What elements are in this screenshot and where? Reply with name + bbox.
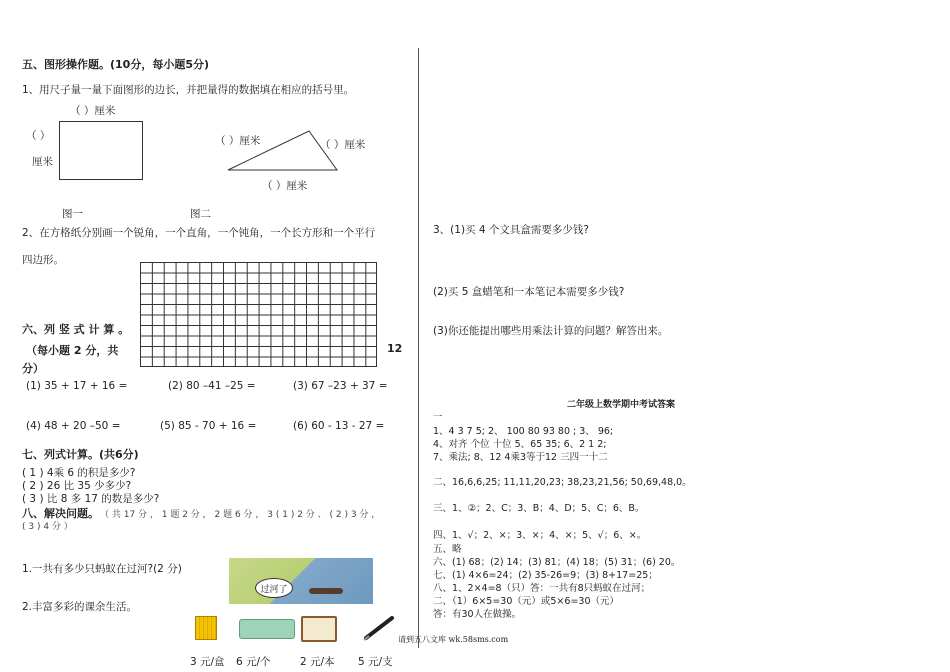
rect-left-unit: 厘米: [32, 156, 53, 168]
calc-1: (1) 35 + 17 + 16 =: [26, 380, 128, 392]
answer-line-9: 六、(1) 68；(2) 14；(3) 81；(4) 18；(5) 31；(6) 20。: [433, 557, 681, 568]
answer-line-1: 一: [433, 412, 443, 423]
answer-line-3: 4、对齐 个位 十位 5、65 35; 6、2 1 2;: [433, 439, 607, 450]
ant-speech-bubble: 过河了: [255, 578, 293, 598]
triangle-bottom-label: （ ）厘米: [262, 180, 308, 192]
section7-title: 七、列式计算。(共6分): [22, 448, 139, 461]
footer-watermark: 请到五八文库 wk.58sms.com: [398, 635, 509, 644]
question-5-2-line1: 2、在方格纸分别画一个锐角，一个直角，一个钝角，一个长方形和一个平行: [22, 227, 376, 239]
section7-item-3: ( 3 ) 比 8 多 17 的数是多少?: [22, 493, 160, 505]
section6-unit: 分）: [22, 362, 44, 375]
answer-line-5: 二、16,6,6,25; 11,11,20,23; 38,23,21,56; 50,69,48,0。: [433, 477, 692, 488]
answer-line-11: 八、1、2×4=8（只）答：一共有8只蚂蚁在过河；: [433, 583, 651, 594]
price-pen: 5 元/支: [358, 656, 393, 668]
section6-points: 12: [387, 342, 403, 355]
ant-crossing-picture: [229, 558, 373, 604]
answer-line-2: 1、4 3 7 5; 2、 100 80 93 80 ; 3、 96;: [433, 426, 614, 437]
triangle-left-label: （ ）厘米: [215, 135, 261, 147]
figure-2-caption: 图二: [190, 208, 211, 220]
calc-3: (3) 67 –23 + 37 =: [293, 380, 388, 392]
rectangle-figure: [59, 121, 143, 180]
figure-1-caption: 图一: [62, 208, 83, 220]
calc-6: (6) 60 - 13 - 27 =: [293, 420, 385, 432]
fountain-pen-icon: [362, 614, 396, 642]
calc-2: (2) 80 –41 –25 =: [168, 380, 256, 392]
question-3-2: (2)买 5 盒蜡笔和一本笔记本需要多少钱?: [433, 286, 625, 298]
question-5-1: 1、用尺子量一量下面图形的边长，并把量得的数据填在相应的括号里。: [22, 84, 355, 96]
answer-line-10: 七、(1) 4×6=24；(2) 35-26=9；(3) 8+17=25；: [433, 570, 658, 581]
triangle-right-label: （ ）厘米: [320, 139, 366, 151]
section8-note-line1: （ 共 17 分 ， 1 题 2 分 ， 2 题 6 分 ， 3 ( 1 ) 2 分 、 ( 2 ) 3 分 ，: [100, 510, 381, 520]
answer-line-13: 答：有30人在做操。: [433, 609, 522, 620]
notebook-icon: [300, 614, 338, 644]
question-3-1: 3、(1)买 4 个文具盒需要多少钱?: [433, 224, 589, 236]
ant-group-icon: [309, 588, 343, 594]
question-8-2: 2.丰富多彩的课余生活。: [22, 601, 138, 613]
section5-title: 五、图形操作题。(10分，每小题5分): [22, 58, 210, 71]
square-grid-paper: [140, 262, 377, 367]
section8-title: 八、解决问题。: [22, 507, 99, 520]
answer-line-8: 五、略: [433, 544, 462, 555]
column-divider: [418, 48, 419, 648]
crayon-box-icon: [193, 614, 219, 642]
section7-item-1: ( 1 ) 4乘 6 的积是多少?: [22, 467, 136, 479]
section7-item-2: ( 2 ) 26 比 35 少多少?: [22, 480, 132, 492]
rect-left-paren: （ ）: [26, 130, 51, 142]
price-crayons: 3 元/盒: [190, 656, 225, 668]
question-5-2-line2: 四边形。: [22, 254, 64, 266]
calc-5: (5) 85 - 70 + 16 =: [160, 420, 257, 432]
question-8-1: 1.一共有多少只蚂蚁在过河?(2 分): [22, 563, 182, 575]
price-notebook: 2 元/本: [300, 656, 335, 668]
section6-subtitle: （每小题 2 分，共: [26, 344, 119, 357]
section6-title: 六、列 竖 式 计 算 。: [22, 323, 130, 336]
calc-4: (4) 48 + 20 –50 =: [26, 420, 121, 432]
price-pencil-case: 6 元/个: [236, 656, 271, 668]
answer-line-7: 四、1、√；2、×；3、×；4、×；5、√；6、×。: [433, 530, 647, 541]
answer-line-12: 二、（1）6×5=30（元）或5×6=30（元）: [433, 596, 619, 607]
answer-line-4: 7、乘法; 8、12 4乘3等于12 三四一十二: [433, 452, 608, 463]
rect-top-label: （ ）厘米: [70, 105, 116, 117]
pencil-case-icon: [238, 618, 296, 640]
answer-title: 二年级上数学期中考试答案: [567, 400, 676, 410]
section8-note-line2: ( 3 ) 4 分 ）: [22, 522, 73, 532]
answer-line-6: 三、1、②；2、C；3、B；4、D；5、C；6、B。: [433, 503, 645, 514]
question-3-3: (3)你还能提出哪些用乘法计算的问题？解答出来。: [433, 325, 669, 337]
